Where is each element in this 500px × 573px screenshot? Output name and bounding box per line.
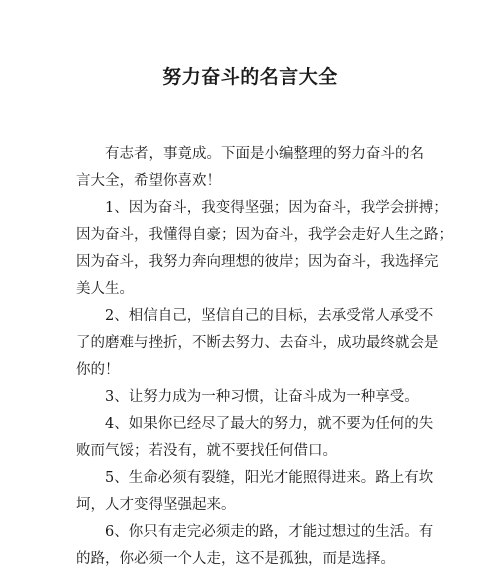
paragraph-line: 因为奋斗，我努力奔向理想的彼岸；因为奋斗，我选择完 [76,254,439,270]
paragraph-line: 言大全，希望你喜欢！ [76,173,221,189]
paragraph-intro [76,141,426,195]
paragraph-line: 你的！ [76,362,120,378]
paragraph-line: 6、你只有走完必须走的路，才能过想过的生活。有 [105,524,434,540]
paragraph-quote-2 [76,303,439,384]
paragraph-line: 5、生命必须有裂缝，阳光才能照得进来。路上有坎 [105,470,434,486]
paragraph-quote-1 [76,195,453,303]
paragraph-line: 因为奋斗，我懂得自豪；因为奋斗，我学会走好人生之路； [76,227,453,243]
paragraph-line: 4、如果你已经尽了最大的努力，就不要为任何的失 [105,416,434,432]
paragraph-line: 美人生。 [76,281,134,297]
paragraph-quote-3 [76,384,426,411]
paragraph-line: 2、相信自己，坚信自己的目标，去承受常人承受不 [105,308,434,324]
document-body [76,141,453,573]
paragraph-line: 有志者，事竟成。下面是小编整理的努力奋斗的名 [105,146,424,162]
paragraph-quote-4 [76,411,434,465]
paragraph-quote-5 [76,465,434,519]
paragraph-line: 1、因为奋斗，我变得坚强；因为奋斗，我学会拼搏； [105,200,448,216]
paragraph-line: 坷，人才变得坚强起来。 [76,497,236,513]
paragraph-line: 3、让努力成为一种习惯，让奋斗成为一种享受。 [105,389,419,405]
paragraph-line: 的路，你必须一个人走，这不是孤独，而是选择。 [76,551,395,567]
document-title: 努力奋斗的名言大全 [162,66,338,88]
paragraph-line: 败而气馁；若没有，就不要找任何借口。 [76,443,337,459]
paragraph-line: 了的磨难与挫折，不断去努力、去奋斗，成功最终就会是 [76,335,439,351]
